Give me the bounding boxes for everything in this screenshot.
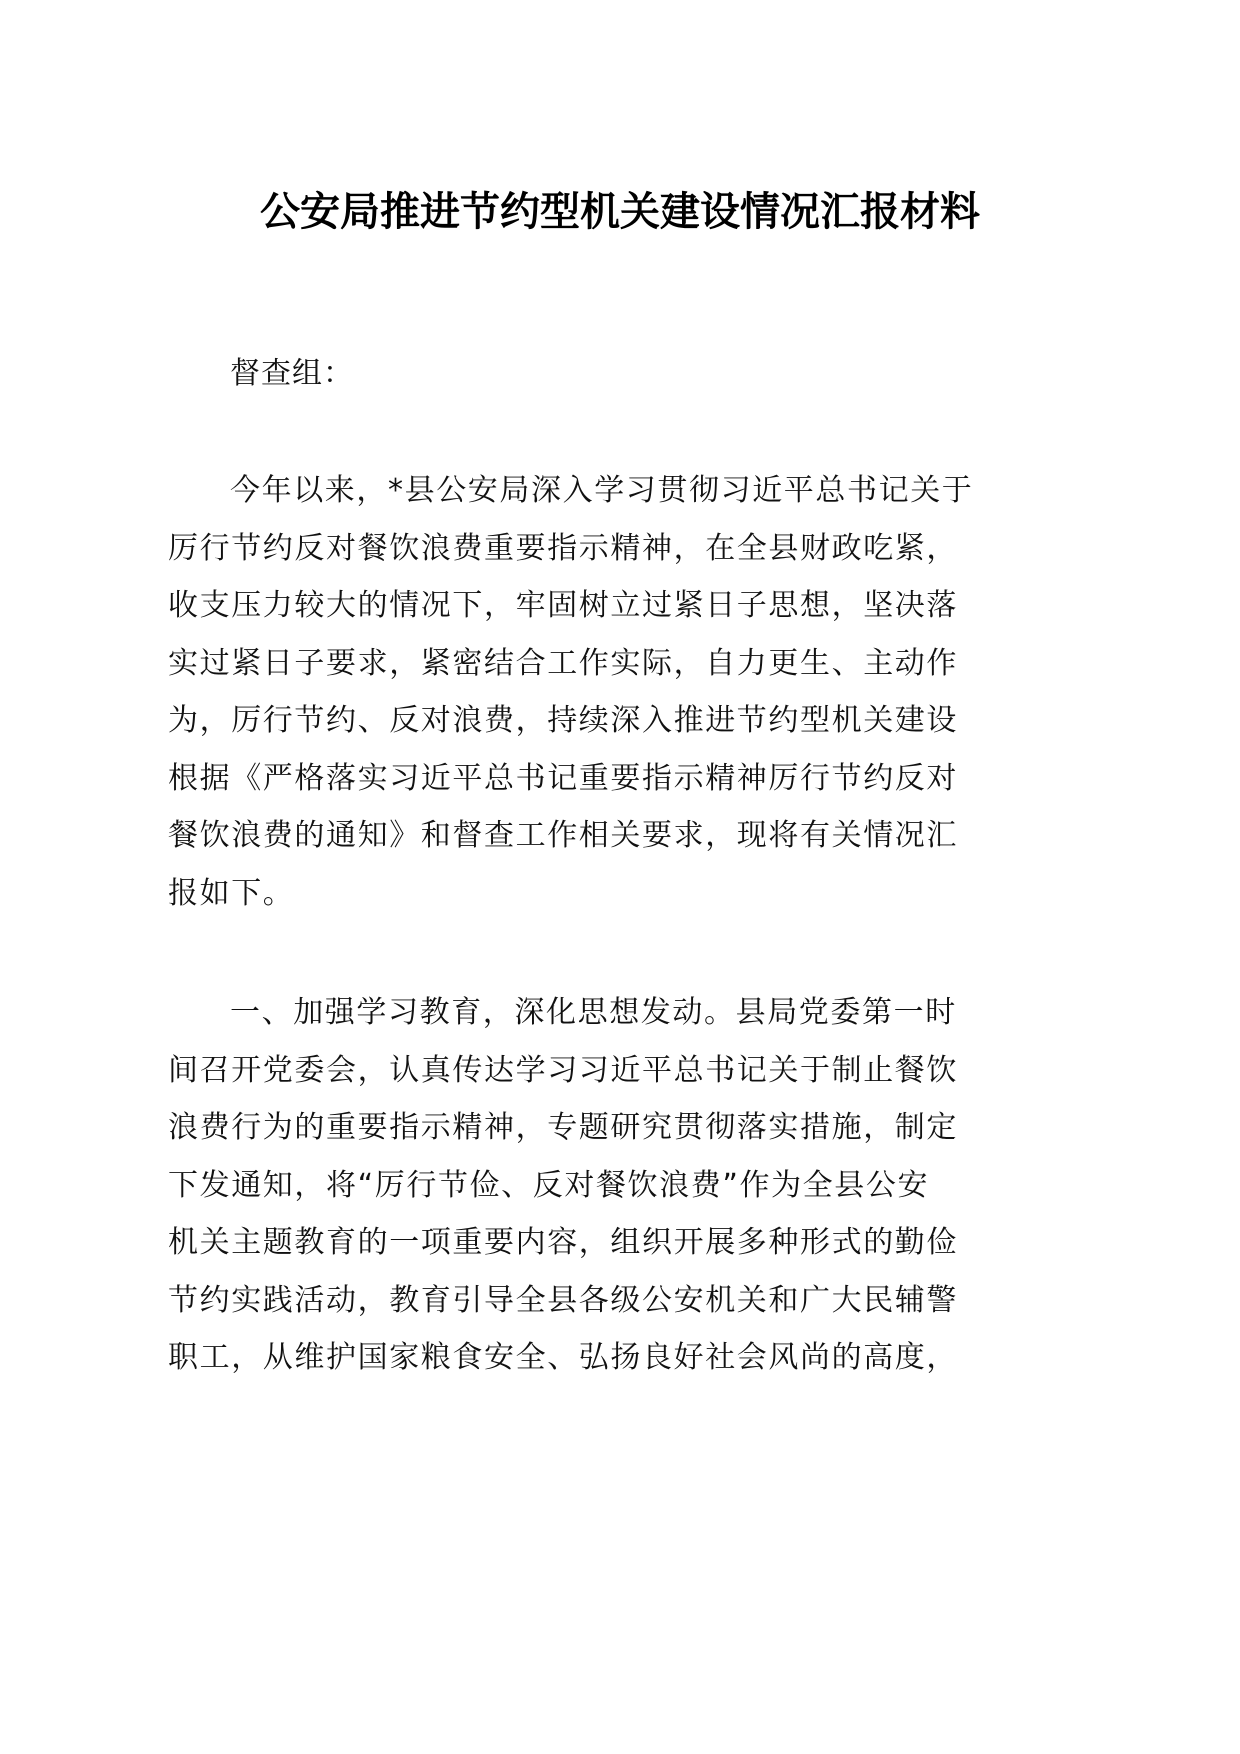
paragraph-line: 餐饮浪费的通知》和督查工作相关要求，现将有关情况汇 — [168, 818, 958, 853]
paragraph-line: 今年以来，*县公安局深入学习贯彻习近平总书记关于 — [230, 473, 974, 508]
paragraph-line: 为，厉行节约、反对浪费，持续深入推进节约型机关建设 — [168, 703, 958, 738]
paragraph-intro — [168, 462, 974, 922]
paragraph-line: 节约实践活动，教育引导全县各级公安机关和广大民辅警 — [168, 1282, 958, 1318]
paragraph-line: 厉行节约反对餐饮浪费重要指示精神，在全县财政吃紧， — [168, 530, 958, 566]
salutation: 督查组： — [230, 356, 354, 391]
paragraph-line: 下发通知，将“厉行节俭、反对餐饮浪费”作为全县公安 — [168, 1167, 930, 1203]
paragraph-line: 根据《严格落实习近平总书记重要指示精神厉行节约反对 — [168, 760, 958, 796]
document-title: 公安局推进节约型机关建设情况汇报材料 — [260, 189, 980, 235]
paragraph-line: 职工，从维护国家粮食安全、弘扬良好社会风尚的高度， — [168, 1340, 958, 1375]
paragraph-line: 报如下。 — [168, 875, 295, 911]
paragraph-line: 机关主题教育的一项重要内容，组织开展多种形式的勤俭 — [168, 1225, 958, 1260]
paragraph-line: 收支压力较大的情况下，牢固树立过紧日子思想，坚决落 — [168, 588, 958, 623]
paragraph-line: 浪费行为的重要指示精神，专题研究贯彻落实措施，制定 — [168, 1110, 958, 1145]
paragraph-section-one — [168, 984, 958, 1387]
paragraph-line: 实过紧日子要求，紧密结合工作实际，自力更生、主动作 — [168, 645, 958, 681]
paragraph-line: 间召开党委会，认真传达学习习近平总书记关于制止餐饮 — [168, 1052, 958, 1088]
section-heading-line: 一、加强学习教育，深化思想发动。县局党委第一时 — [230, 995, 957, 1030]
